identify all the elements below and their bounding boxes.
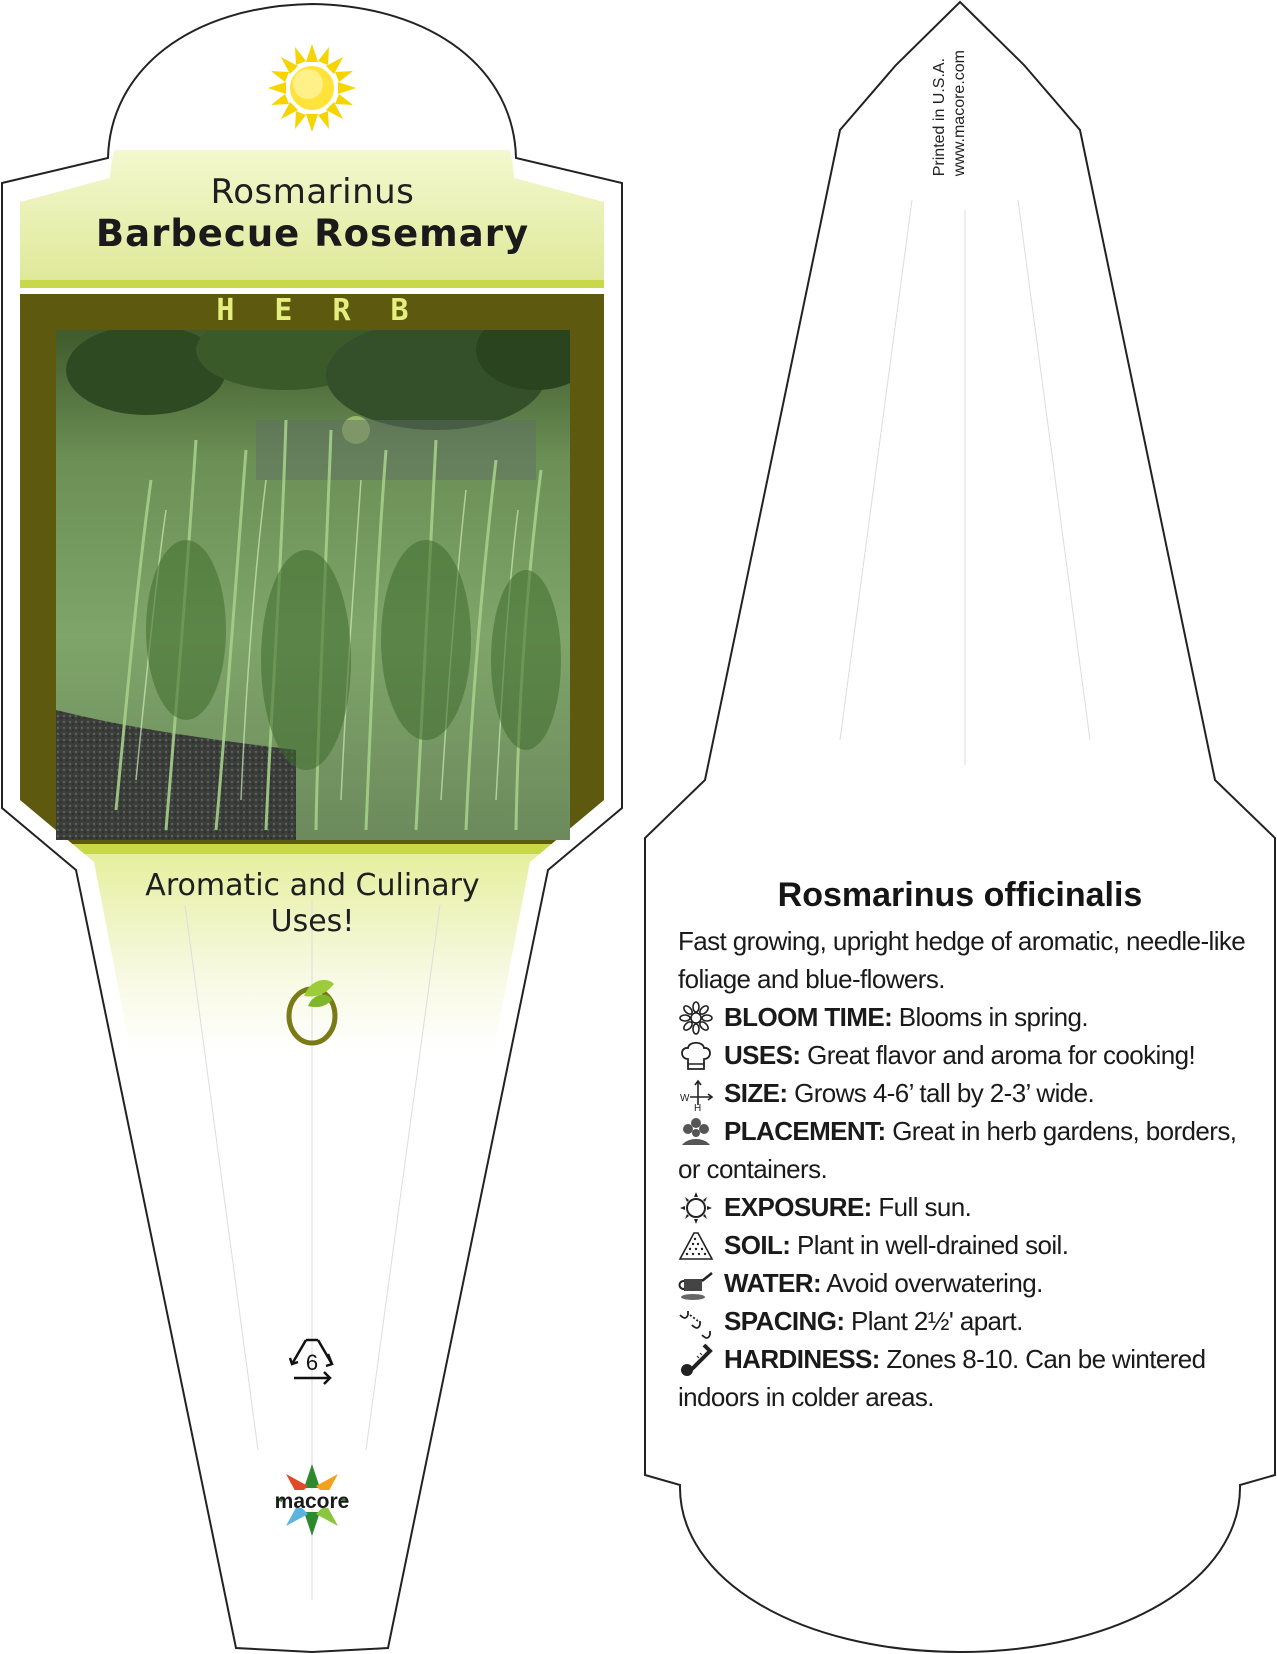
placement-icon — [678, 1115, 714, 1149]
attr-size — [678, 1074, 1260, 1112]
attr-text: Plant 2½' apart. — [851, 1306, 1023, 1336]
attr-spacing — [678, 1302, 1260, 1340]
attr-text: Blooms in spring. — [898, 1002, 1088, 1032]
attr-placement — [678, 1112, 1260, 1188]
attr-text: Full sun. — [878, 1192, 972, 1222]
watering-can-icon — [678, 1267, 714, 1301]
tagline: Aromatic and Culinary Uses! — [145, 868, 480, 939]
attr-label: BLOOM TIME: — [724, 1002, 893, 1032]
attr-exposure — [678, 1188, 1260, 1226]
attr-text: Plant in well-drained soil. — [796, 1230, 1069, 1260]
printed-line-2: www.macore.com — [951, 50, 968, 177]
svg-text:H: H — [694, 1103, 701, 1111]
attr-uses — [678, 1036, 1260, 1074]
size-icon — [678, 1077, 714, 1111]
category-label: HERB — [216, 293, 449, 328]
attr-water — [678, 1264, 1260, 1302]
attr-text: Zones 8-10. Can be wintered indoors in colder areas. — [678, 1344, 1206, 1412]
soil-icon — [678, 1229, 714, 1263]
care-info — [678, 922, 1260, 1416]
common-name: Barbecue Rosemary — [95, 212, 530, 255]
attr-label: PLACEMENT: — [724, 1116, 886, 1146]
recycle-code: 6 — [305, 1350, 319, 1375]
printed-line-1: Printed in U.S.A. — [931, 57, 948, 177]
attr-text: Great flavor and aroma for cooking! — [807, 1040, 1196, 1070]
attr-label: WATER: — [724, 1268, 822, 1298]
thermometer-icon — [678, 1343, 714, 1377]
description: Fast growing, upright hedge of aromatic, needle-like foliage and blue-flowers. — [678, 926, 1246, 994]
flower-icon — [678, 1001, 714, 1035]
printed-in — [930, 50, 970, 176]
attr-label: SPACING: — [724, 1306, 845, 1336]
attr-text: Avoid overwatering. — [826, 1268, 1043, 1298]
genus-name: Rosmarinus — [210, 172, 415, 212]
botanical-name: Rosmarinus officinalis — [777, 876, 1143, 914]
attr-bloom-time — [678, 998, 1260, 1036]
chef-hat-icon — [678, 1039, 714, 1073]
attr-label: EXPOSURE: — [724, 1192, 872, 1222]
attr-label: SOIL: — [724, 1230, 791, 1260]
sun-icon — [268, 44, 356, 132]
attr-label: SIZE: — [724, 1078, 788, 1108]
attr-text: Grows 4-6’ tall by 2-3’ wide. — [794, 1078, 1095, 1108]
spacing-icon — [678, 1305, 714, 1339]
sun-outline-icon — [678, 1191, 714, 1225]
plant-photo — [56, 330, 570, 840]
attr-label: USES: — [724, 1040, 801, 1070]
attr-label: HARDINESS: — [724, 1344, 880, 1374]
attr-soil — [678, 1226, 1260, 1264]
attr-hardiness — [678, 1340, 1260, 1416]
brand-name: macore — [274, 1490, 350, 1513]
attr-text: Great in herb gardens, borders, or containers. — [678, 1116, 1237, 1184]
svg-text:W: W — [680, 1093, 689, 1104]
